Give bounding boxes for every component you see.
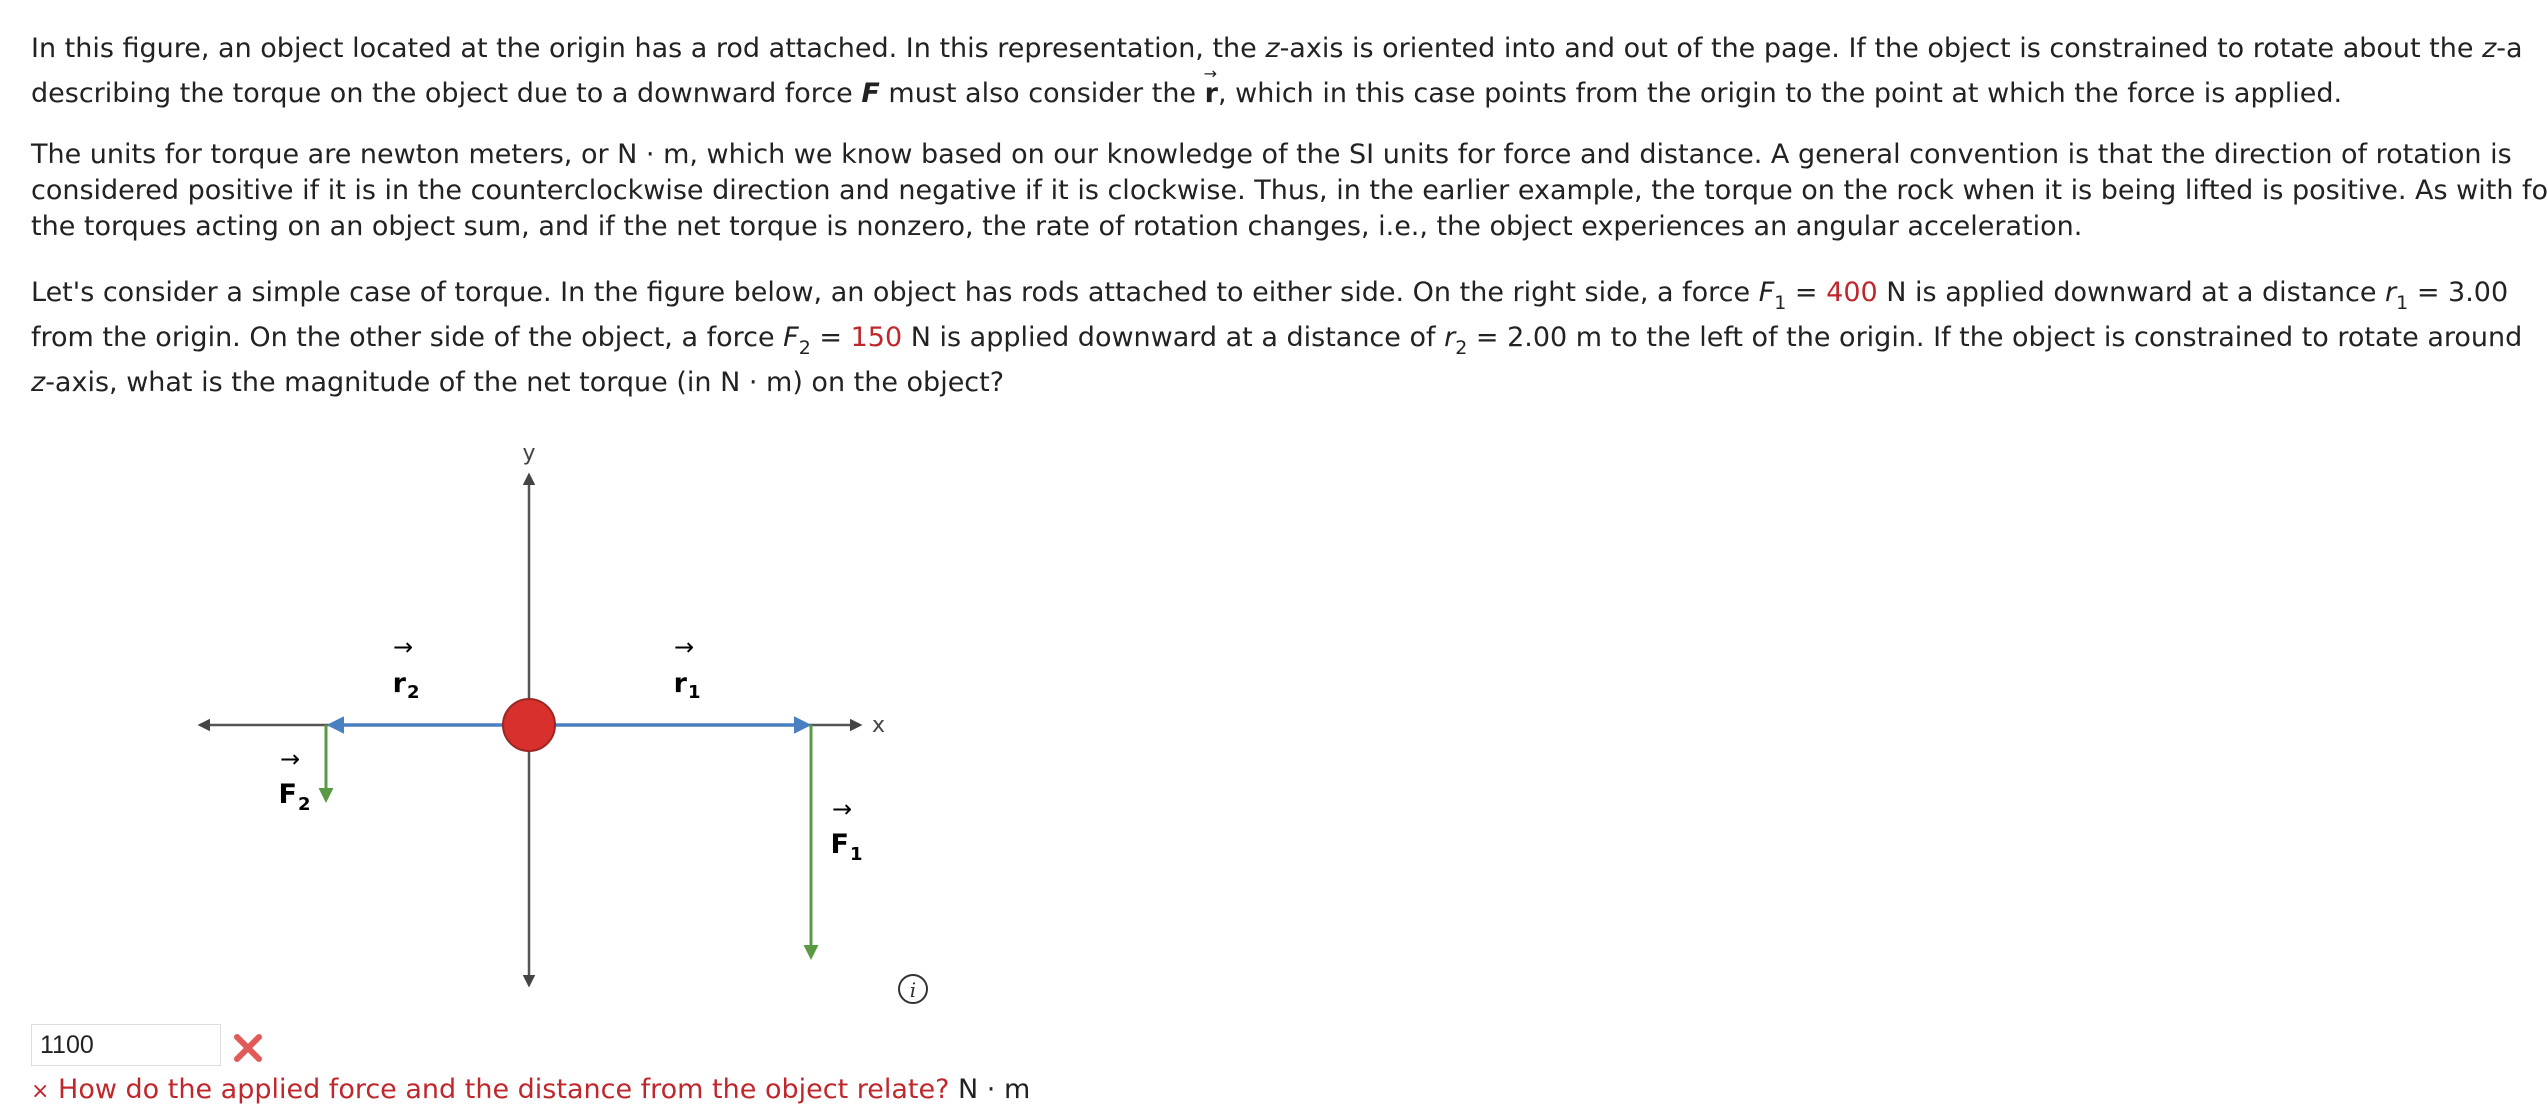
svg-text:→: → xyxy=(279,745,301,773)
svg-text:→: → xyxy=(831,795,853,823)
r2-label xyxy=(393,633,420,703)
feedback-hint xyxy=(31,1070,1030,1112)
feedback-x-icon: × xyxy=(31,1079,50,1104)
torque-diagram xyxy=(0,420,1100,1020)
F2-label xyxy=(279,745,311,815)
paragraph-2: The units for torque are newton meters, or N · m, which we know based on our knowledge of the SI units for force and distance. A general convention is that the direction of rotation is considered positive if it is in the counterclockwise direction and negative if it is clockwise. Thus, in the earlier example, the torque on the rock when it is being lifted is positive. As with fo the torques acting on an object sum, and if the net torque is nonzero, the rate of rotation changes, i.e., the object experiences an angular acceleration. xyxy=(31,139,2548,242)
svg-text:→: → xyxy=(673,633,695,661)
svg-text:→: → xyxy=(392,633,414,661)
paragraph-1: In this figure, an object located at the origin has a rod attached. In this representation, the z-axis is oriented into and out of the page. If the object is constrained to rotate about the z-a describing the torque on the object due to a downward force F must also consider the → r, which in this case points from the origin to the point at which the force is applied. xyxy=(31,26,2458,116)
paragraph-3: Let's consider a simple case of torque. In the figure below, an object has rods attached to either side. On the right side, a force $F_1 = 400$ N is applied downward at a distance $r_1 = 3.00$ from the origin. On the other side of the object, a force $F_2 = 150$ N is applied downward at a distance of $r_2 = 2.00$ m to the left of the origin. If the object is constrained to rotate around z-axis, what is the magnitude of the net torque (in N · m) on the object? xyxy=(31,277,2523,398)
svg-text:2: 2 xyxy=(298,794,311,815)
F1-label xyxy=(831,795,863,865)
r-vector-symbol: → r xyxy=(1205,71,1218,116)
answer-unit: N · m xyxy=(949,1074,1031,1105)
svg-text:1: 1 xyxy=(850,844,863,865)
answer-input[interactable] xyxy=(31,1024,221,1066)
object xyxy=(503,699,555,751)
info-icon[interactable] xyxy=(899,975,927,1003)
svg-text:r: r xyxy=(392,668,406,699)
svg-text:1: 1 xyxy=(688,682,701,703)
svg-text:F: F xyxy=(278,779,297,810)
svg-text:i: i xyxy=(909,978,917,1002)
incorrect-x-icon xyxy=(232,1032,264,1064)
r1-label xyxy=(674,633,701,703)
feedback-message: How do the applied force and the distance from the object relate? xyxy=(58,1074,950,1105)
svg-text:r: r xyxy=(673,668,687,699)
y-axis-label: y xyxy=(522,441,536,466)
F2-value: 150 xyxy=(850,322,903,353)
x-axis-label: x xyxy=(872,713,886,738)
svg-text:2: 2 xyxy=(407,682,420,703)
F1-value: 400 xyxy=(1826,277,1878,308)
svg-text:F: F xyxy=(830,829,849,860)
